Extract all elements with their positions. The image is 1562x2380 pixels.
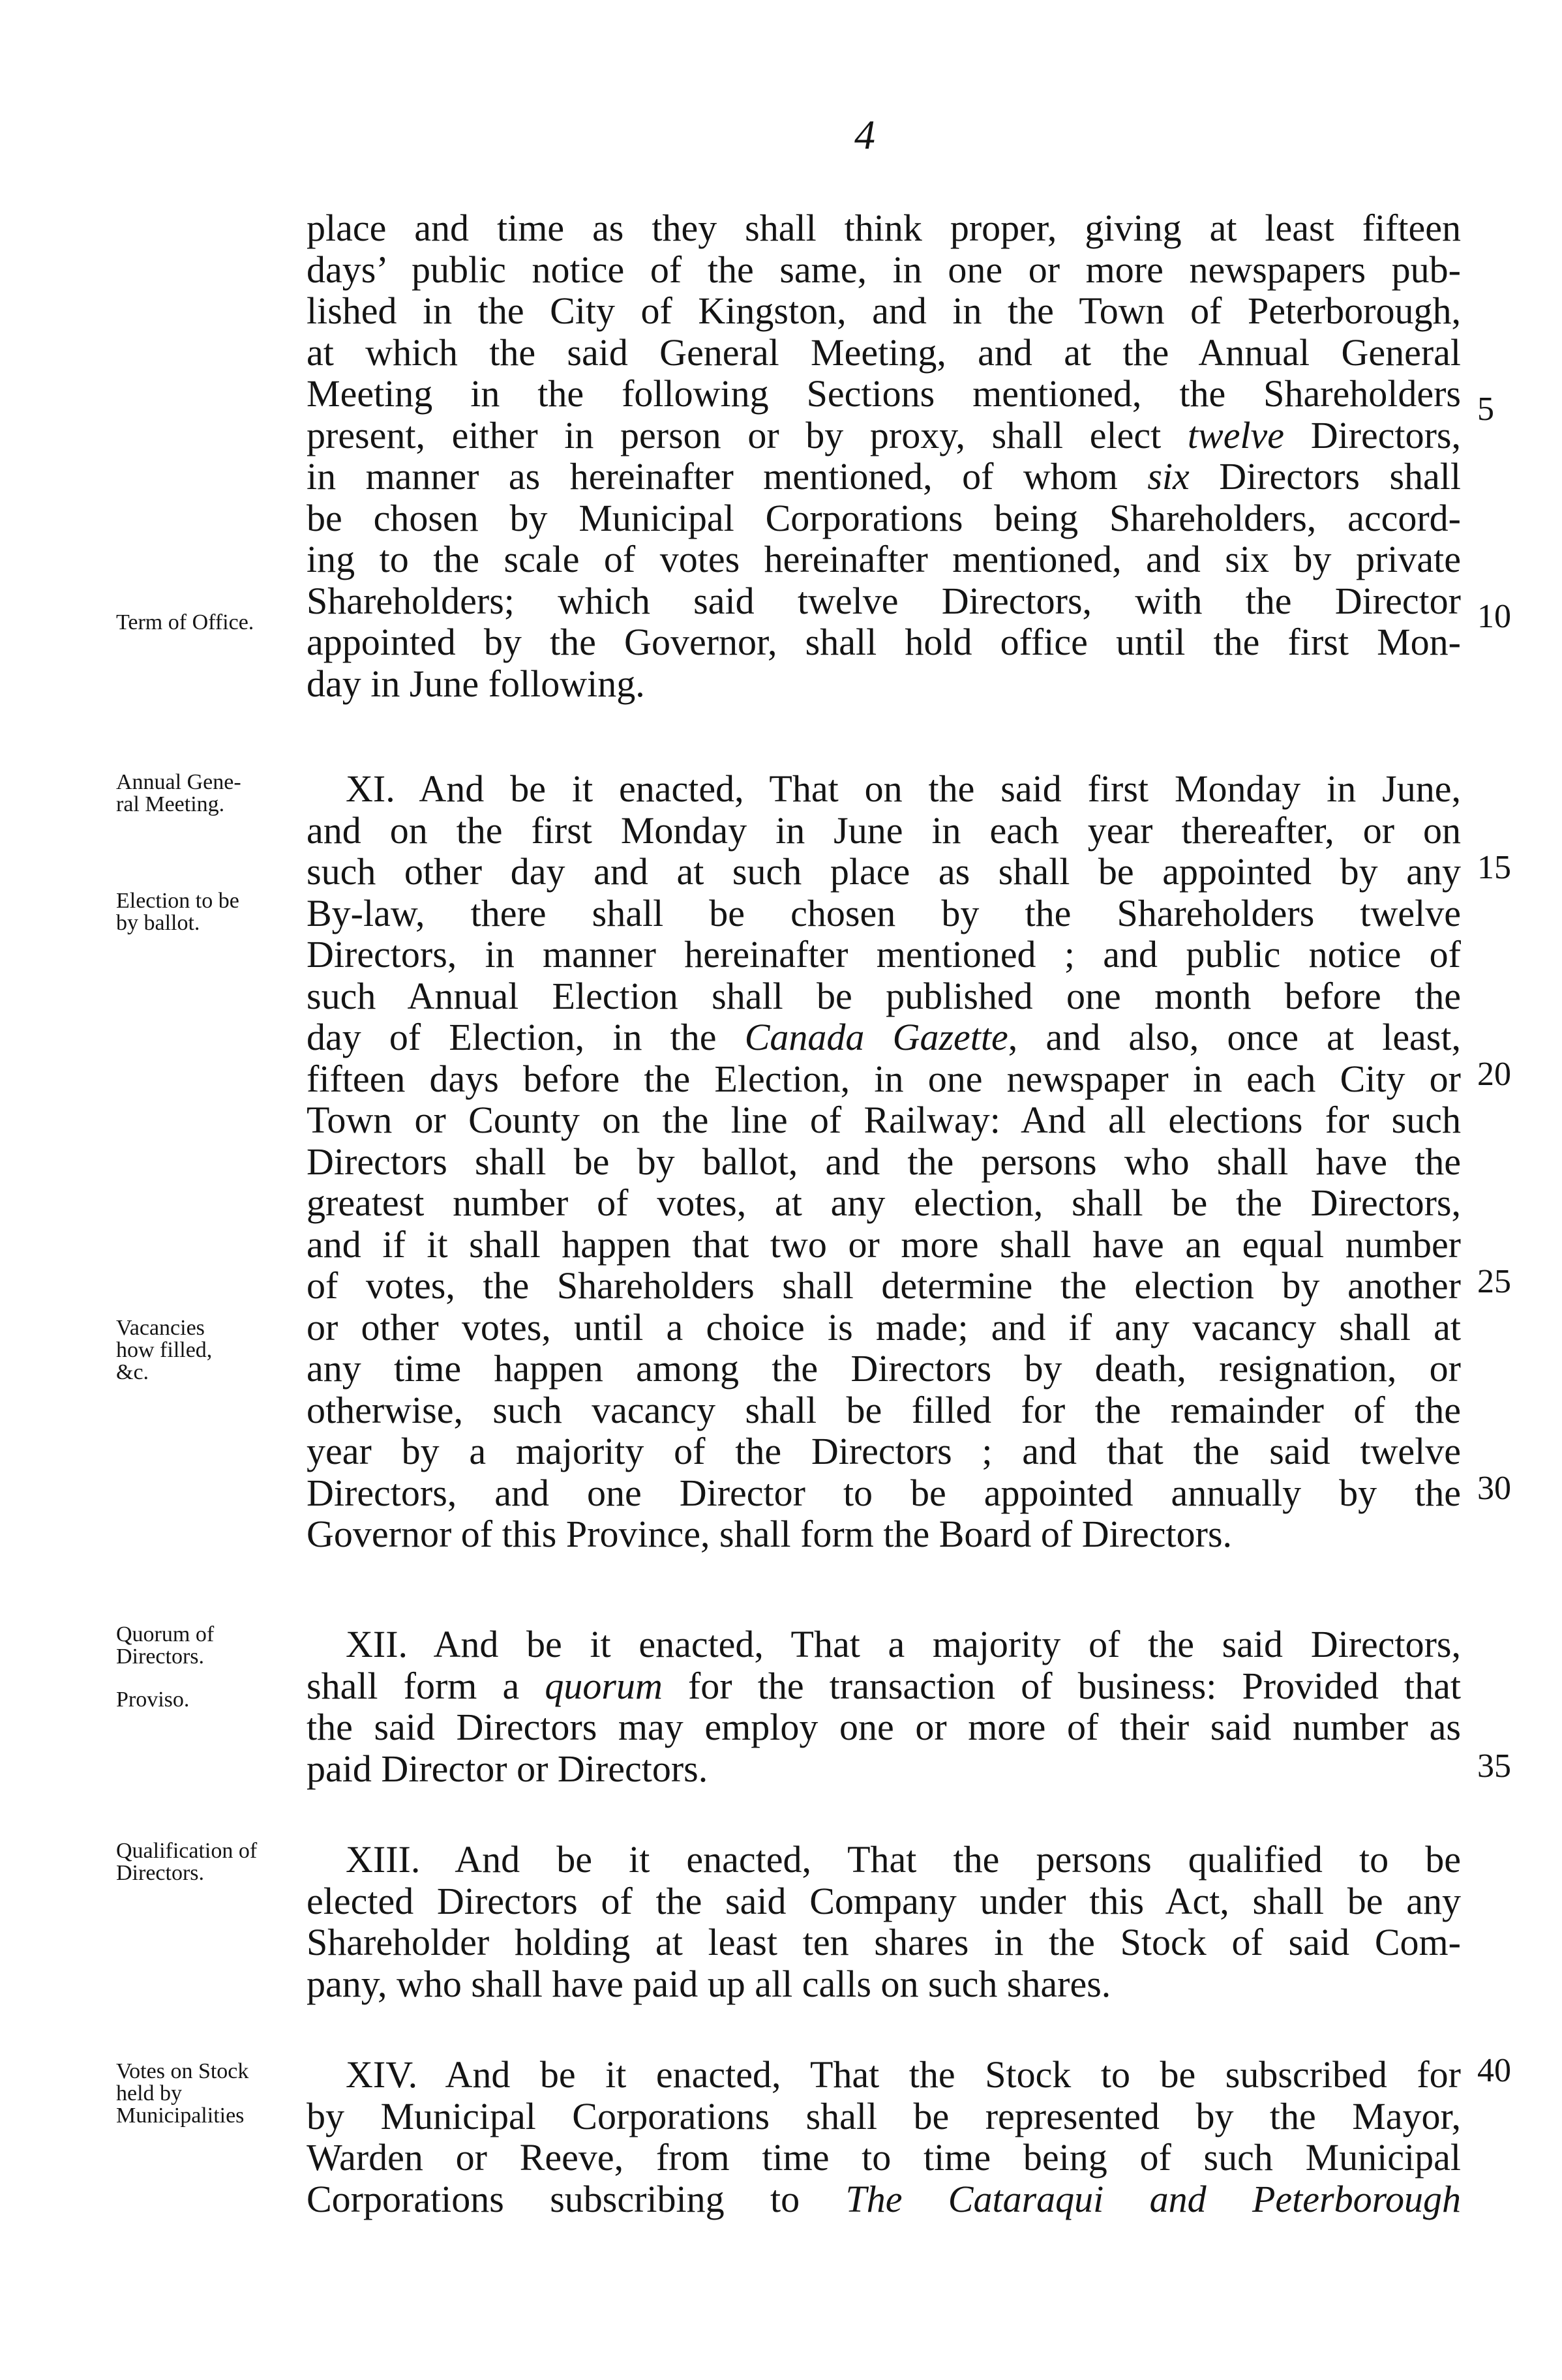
text-line: present, either in person or by proxy, shall elect twelve Directors, (307, 413, 1461, 456)
text-line: of votes, the Shareholders shall determine the election by another (307, 1264, 1461, 1307)
text-line: be chosen by Municipal Corporations being Shareholders, accord- (307, 496, 1461, 539)
marginal-note-vacancies: Vacancies how filled, &c. (116, 1316, 213, 1384)
marginal-note-annual-general-meeting: Annual Gene-ral Meeting. (116, 770, 241, 816)
text-line: such Annual Election shall be published one month before the (307, 974, 1461, 1017)
section-xi (307, 768, 1461, 1555)
marginal-note-election-by-ballot: Election to be by ballot. (116, 889, 239, 935)
text-line: in manner as hereinafter mentioned, of whom six Directors shall (307, 455, 1461, 498)
line-number: 25 (1477, 1263, 1511, 1300)
text-line: XI. And be it enacted, That on the said first Monday in June, (346, 767, 1461, 810)
text-line: XIII. And be it enacted, That the persons qualified to be (346, 1838, 1461, 1881)
text-line: Directors, and one Director to be appointed annually by the (307, 1471, 1461, 1514)
text-line: by Municipal Corporations shall be represented by the Mayor, (307, 2094, 1461, 2137)
text-line: and if it shall happen that two or more shall have an equal number (307, 1223, 1461, 1266)
text-line: day in June following. (307, 662, 645, 705)
paragraph-continuation (307, 207, 1461, 704)
text-line: fifteen days before the Election, in one newspaper in each City or (307, 1057, 1461, 1100)
line-number: 40 (1477, 2052, 1511, 2089)
text-line: Corporations subscribing to The Cataraqui and Peterborough (307, 2177, 1461, 2220)
marginal-note-proviso: Proviso. (116, 1688, 190, 1712)
italic-emphasis: The Cataraqui and Peterborough (845, 2177, 1461, 2220)
text-line: ing to the scale of votes hereinafter mentioned, and six by private (307, 538, 1461, 580)
marginal-note-quorum: Quorum of Directors. (116, 1622, 215, 1669)
text-line: otherwise, such vacancy shall be filled for the remainder of the (307, 1388, 1461, 1431)
section-xii (307, 1624, 1461, 1789)
line-number: 15 (1477, 849, 1511, 886)
italic-emphasis: twelve (1187, 413, 1285, 456)
text-line: elected Directors of the said Company under this Act, shall be any (307, 1879, 1461, 1922)
text-line: Directors shall be by ballot, and the persons who shall have the (307, 1140, 1461, 1183)
text-line: or other votes, until a choice is made; and if any vacancy shall at (307, 1305, 1461, 1348)
text-line: year by a majority of the Directors ; and that the said twelve (307, 1430, 1461, 1472)
text-line: greatest number of votes, at any election, shall be the Directors, (307, 1182, 1461, 1224)
text-line: such other day and at such place as shall be appointed by any (307, 850, 1461, 893)
text-line: the said Directors may employ one or more of their said number as (307, 1706, 1461, 1748)
text-line: Warden or Reeve, from time to time being of such Municipal (307, 2136, 1461, 2179)
marginal-note-votes-on-stock: Votes on Stock held by Municipalities (116, 2059, 249, 2128)
text-line: days’ public notice of the same, in one or more newspapers pub- (307, 248, 1461, 291)
italic-emphasis: Canada Gazette (744, 1016, 1008, 1058)
text-line: shall form a quorum for the transaction of business: Provided that (307, 1664, 1461, 1707)
text-line: Governor of this Province, shall form the Board of Directors. (307, 1513, 1233, 1555)
text-line: Directors, in manner hereinafter mentioned ; and public notice of (307, 933, 1461, 975)
text-line: and on the first Monday in June in each year thereafter, or on (307, 809, 1461, 852)
section-xiv (307, 2054, 1461, 2220)
line-number: 5 (1477, 391, 1494, 428)
line-number: 10 (1477, 598, 1511, 635)
text-line: XIV. And be it enacted, That the Stock to be subscribed for (346, 2053, 1461, 2096)
text-line: paid Director or Directors. (307, 1747, 708, 1790)
marginal-note-term-of-office: Term of Office. (116, 610, 254, 634)
text-line: day of Election, in the Canada Gazette, and also, once at least, (307, 1016, 1461, 1058)
text-line: By-law, there shall be chosen by the Shareholders twelve (307, 891, 1461, 934)
text-line: any time happen among the Directors by death, resignation, or (307, 1347, 1461, 1390)
text-line: XII. And be it enacted, That a majority of the said Directors, (346, 1623, 1461, 1665)
text-line: Shareholder holding at least ten shares in the Stock of said Com- (307, 1921, 1461, 1963)
text-line: appointed by the Governor, shall hold office until the first Mon- (307, 621, 1461, 663)
section-xiii (307, 1839, 1461, 2004)
text-line: at which the said General Meeting, and at the Annual General (307, 331, 1461, 374)
line-number: 20 (1477, 1056, 1511, 1093)
text-line: pany, who shall have paid up all calls on such shares. (307, 1962, 1111, 2005)
text-line: Shareholders; which said twelve Directors, with the Director (307, 579, 1461, 622)
text-line: place and time as they shall think proper, giving at least fifteen (307, 207, 1461, 249)
line-number: 30 (1477, 1470, 1511, 1507)
line-number: 35 (1477, 1748, 1511, 1785)
text-line: Town or County on the line of Railway: And all elections for such (307, 1099, 1461, 1141)
marginal-note-qualification: Qualification of Directors. (116, 1839, 258, 1885)
italic-emphasis: quorum (545, 1664, 663, 1707)
italic-emphasis: six (1147, 455, 1190, 498)
text-line: lished in the City of Kingston, and in the Town of Peterborough, (307, 290, 1461, 332)
page-number: 4 (854, 112, 875, 158)
text-line: Meeting in the following Sections mentioned, the Shareholders (307, 372, 1461, 415)
